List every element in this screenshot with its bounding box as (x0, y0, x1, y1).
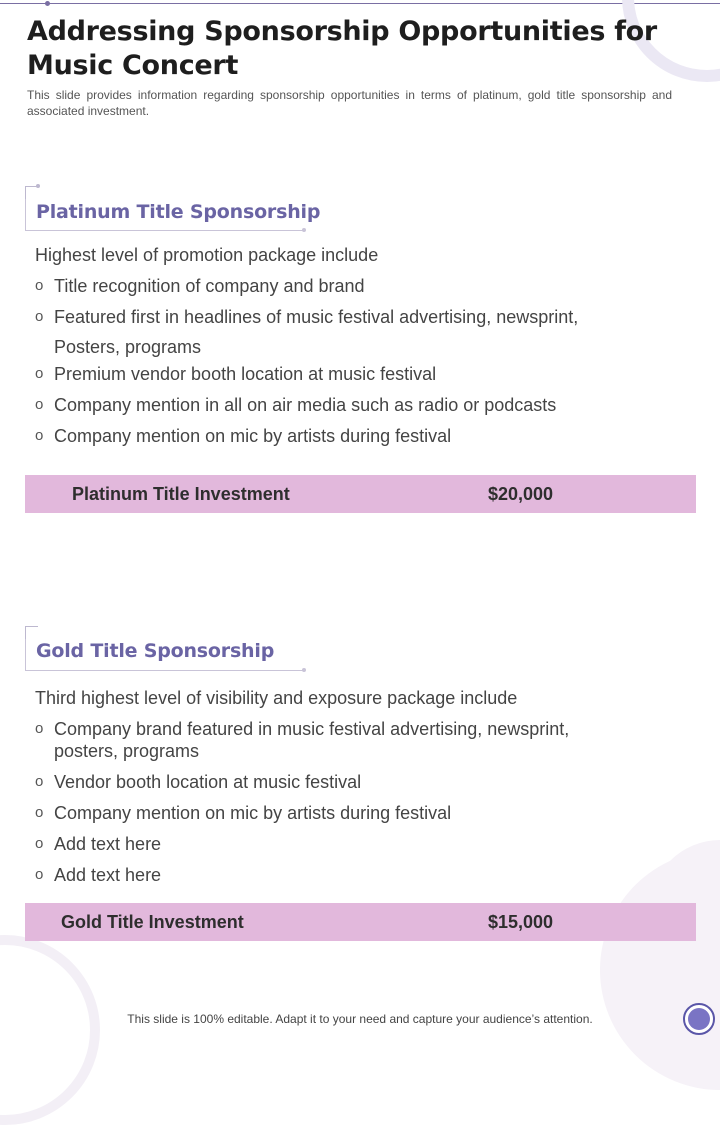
navigation-button[interactable] (683, 1003, 715, 1035)
page-title: Addressing Sponsorship Opportunities for Music Concert (27, 16, 657, 81)
platinum-investment-bar (25, 475, 696, 513)
header-corner-dot (36, 184, 40, 188)
navigation-button-icon (688, 1008, 710, 1030)
gold-section-header (25, 626, 305, 676)
list-item: o Add text here (35, 833, 635, 855)
list-item: o Company mention on mic by artists during festival (35, 425, 635, 447)
gold-heading: Gold Title Sponsorship (36, 640, 275, 662)
list-item: o Company mention on mic by artists during festival (35, 802, 635, 824)
list-item: o Featured first in headlines of music festival advertising, newsprint, Posters, programs (35, 302, 614, 362)
gold-investment-value: $15,000 (488, 912, 554, 932)
gold-benefits-list (35, 718, 635, 886)
gold-investment-label: Gold Title Investment (61, 912, 244, 932)
header-corner (25, 626, 38, 639)
decorative-ring-bottom-left (0, 935, 100, 1125)
header-underline-dot (302, 228, 306, 232)
platinum-heading: Platinum Title Sponsorship (36, 201, 321, 223)
list-item: o Vendor booth location at music festival (35, 771, 635, 793)
list-item: o Title recognition of company and brand (35, 275, 635, 297)
platinum-investment-label: Platinum Title Investment (72, 484, 290, 504)
platinum-section-header (25, 186, 321, 236)
top-rule (0, 3, 720, 4)
header-underline (25, 230, 305, 231)
list-item: o Add text here (35, 864, 635, 886)
gold-intro: Third highest level of visibility and exposure package include (35, 688, 518, 708)
header-underline (25, 670, 305, 671)
header-underline-dot (302, 668, 306, 672)
platinum-investment-value: $20,000 (488, 484, 554, 504)
list-item: o Company mention in all on air media such as radio or podcasts (35, 394, 635, 416)
page-subtitle: This slide provides information regarding sponsorship opportunities in terms of platinum, gold title sponsorship and associated investment. (27, 88, 672, 118)
list-item: o Premium vendor booth location at music festival (35, 363, 635, 385)
footer-note: This slide is 100% editable. Adapt it to your need and capture your audience’s attention. (127, 1012, 593, 1026)
platinum-benefits-list (35, 275, 635, 447)
list-item: o Company brand featured in music festival advertising, newsprint, posters, programs (35, 718, 594, 762)
header-corner (25, 186, 38, 199)
platinum-intro: Highest level of promotion package include (35, 245, 379, 265)
gold-investment-bar (25, 903, 696, 941)
top-rule-dot (45, 1, 50, 6)
